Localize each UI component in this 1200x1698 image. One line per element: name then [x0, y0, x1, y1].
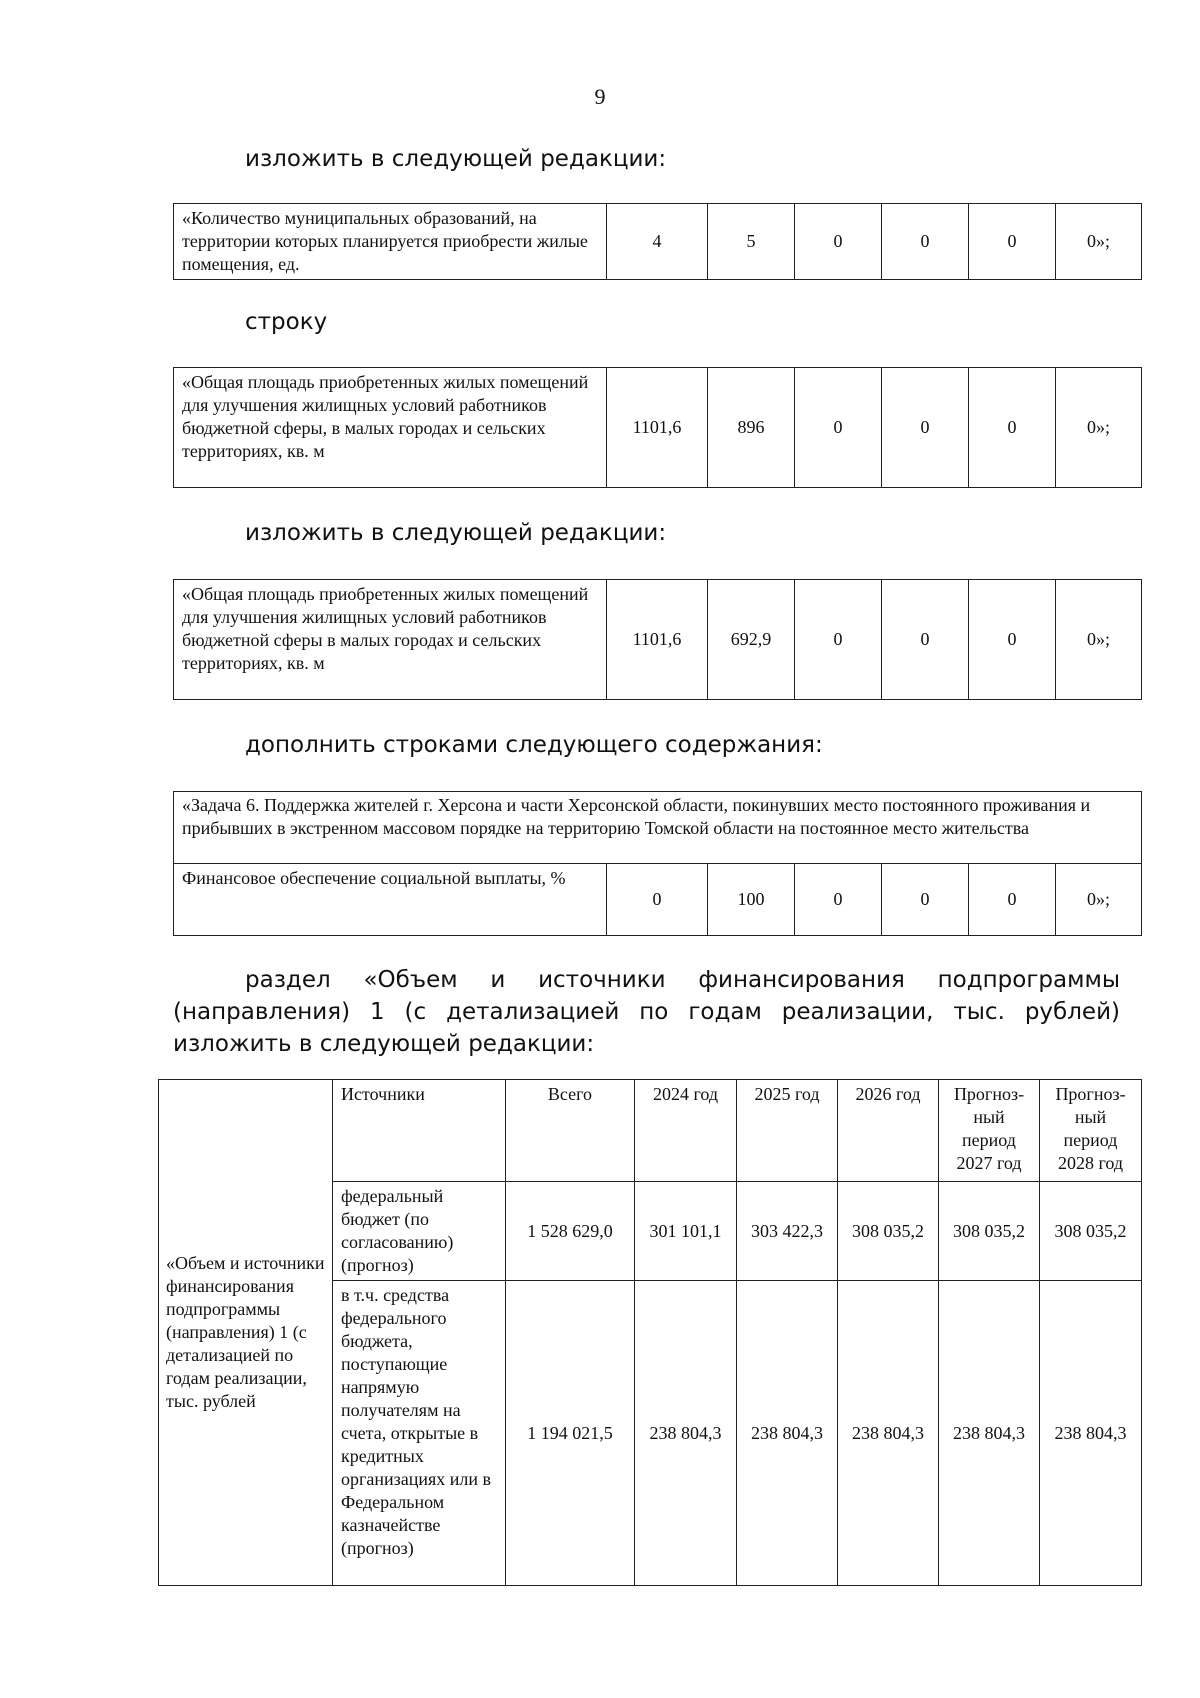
value-cell: 308 035,2	[1040, 1182, 1142, 1281]
header-2028: Прогноз-ный период 2028 год	[1040, 1080, 1142, 1182]
value-cell: 0	[882, 864, 969, 936]
instruction-text: дополнить строками следующего содержания:	[245, 732, 823, 758]
value-cell: 5	[708, 204, 795, 280]
value-cell: 0	[795, 368, 882, 488]
header-total: Всего	[506, 1080, 635, 1182]
value-cell: 308 035,2	[939, 1182, 1040, 1281]
value-cell: 896	[708, 368, 795, 488]
value-cell: 238 804,3	[737, 1281, 838, 1586]
value-cell: 692,9	[708, 580, 795, 700]
value-cell: 0	[882, 368, 969, 488]
value-cell: 100	[708, 864, 795, 936]
finance-row-label: «Объем и источники финансирования подпрограммы (направления) 1 (с детализацией по годам реализации, тыс. рублей	[159, 1080, 333, 1586]
value-cell: 4	[607, 204, 708, 280]
value-cell: 0	[969, 580, 1056, 700]
section-paragraph	[173, 964, 1120, 1060]
value-cell: 1101,6	[607, 580, 708, 700]
value-cell: 1 528 629,0	[506, 1182, 635, 1281]
source-label: федеральный бюджет (по согласованию) (прогноз)	[333, 1182, 506, 1281]
header-sources: Источники	[333, 1080, 506, 1182]
task-heading: «Задача 6. Поддержка жителей г. Херсона и части Херсонской области, покинувших место постоянного проживания и прибывших в экстренном массовом порядке на территорию Томской области на постоянное место жительства	[174, 792, 1142, 864]
table-task6	[173, 791, 1142, 936]
value-cell: 301 101,1	[635, 1182, 737, 1281]
value-cell: 238 804,3	[1040, 1281, 1142, 1586]
value-cell: 0	[882, 204, 969, 280]
table-municipalities	[173, 203, 1142, 280]
value-cell: 0	[795, 580, 882, 700]
value-cell: 0	[795, 864, 882, 936]
page-number: 9	[594, 84, 606, 109]
table-area-old	[173, 367, 1142, 488]
instruction-text: изложить в следующей редакции:	[245, 520, 667, 546]
value-cell: 1101,6	[607, 368, 708, 488]
instruction-text: изложить в следующей редакции:	[245, 146, 667, 172]
value-cell: 238 804,3	[939, 1281, 1040, 1586]
value-cell: 0»;	[1056, 864, 1142, 936]
value-cell: 0	[969, 204, 1056, 280]
source-label: в т.ч. средства федерального бюджета, поступающие напрямую получателям на счета, открытые в кредитных организациях или в Федеральном казначействе (прогноз)	[333, 1281, 506, 1586]
value-cell: 0	[795, 204, 882, 280]
indicator-label: «Общая площадь приобретенных жилых помещений для улучшения жилищных условий работников бюджетной сферы, в малых городах и сельских территориях, кв. м	[174, 368, 607, 488]
finance-table	[158, 1079, 1142, 1586]
indicator-label: «Общая площадь приобретенных жилых помещений для улучшения жилищных условий работников бюджетной сферы в малых городах и сельских территориях, кв. м	[174, 580, 607, 700]
indicator-label: «Количество муниципальных образований, на территории которых планируется приобрести жилые помещения, ед.	[174, 204, 607, 280]
header-2026: 2026 год	[838, 1080, 939, 1182]
value-cell: 0	[969, 864, 1056, 936]
value-cell: 308 035,2	[838, 1182, 939, 1281]
value-cell: 0»;	[1056, 580, 1142, 700]
value-cell: 0»;	[1056, 368, 1142, 488]
value-cell: 1 194 021,5	[506, 1281, 635, 1586]
value-cell: 0»;	[1056, 204, 1142, 280]
table-area-new	[173, 579, 1142, 700]
section-text: раздел «Объем и источники финансирования подпрограммы (направления) 1 (с детализацией по годам реализации, тыс. рублей) изложить в следующей редакции:	[173, 967, 1120, 1057]
value-cell: 303 422,3	[737, 1182, 838, 1281]
header-2027: Прогноз-ный период 2027 год	[939, 1080, 1040, 1182]
value-cell: 0	[882, 580, 969, 700]
header-2024: 2024 год	[635, 1080, 737, 1182]
value-cell: 0	[969, 368, 1056, 488]
header-2025: 2025 год	[737, 1080, 838, 1182]
instruction-text: строку	[245, 309, 328, 335]
indicator-label: Финансовое обеспечение социальной выплаты, %	[174, 864, 607, 936]
value-cell: 238 804,3	[838, 1281, 939, 1586]
value-cell: 0	[607, 864, 708, 936]
value-cell: 238 804,3	[635, 1281, 737, 1586]
